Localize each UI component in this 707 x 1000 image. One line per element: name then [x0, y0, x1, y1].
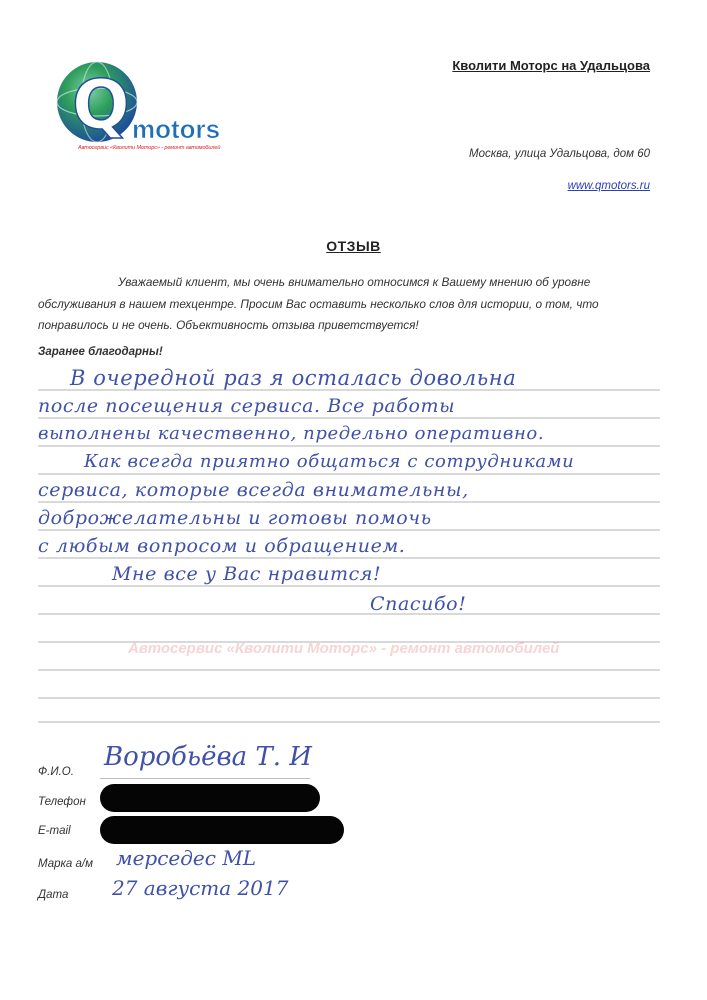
review-line: Как всегда приятно общаться с сотрудниками: [84, 451, 575, 472]
date-value: 27 августа 2017: [112, 876, 289, 900]
date-label: Дата: [38, 889, 69, 901]
thanks-note: Заранее благодарны!: [38, 346, 163, 358]
svg-text:Q: Q: [72, 66, 130, 145]
review-line: сервиса, которые всегда внимательны,: [38, 479, 469, 501]
fio-underline: [100, 778, 310, 779]
logo-wordmark: motors: [132, 114, 221, 144]
company-address: Москва, улица Удальцова, дом 60: [469, 148, 650, 160]
review-line: после посещения сервиса. Все работы: [38, 395, 456, 417]
intro-paragraph: Уважаемый клиент, мы очень внимательно относимся к Вашему мнению об уровне обслуживания в нашем техцентре. Просим Вас оставить несколько слов для истории, о том, что понравилось и не очень. Объективность отзыва приветствуется!: [38, 275, 599, 332]
review-line: доброжелательны и готовы помочь: [38, 507, 432, 529]
website-link[interactable]: www.qmotors.ru: [567, 180, 650, 192]
logo-tagline: Автосервис «Кволити Моторс» - ремонт автомобилей: [78, 145, 221, 151]
review-line: с любым вопросом и обращением.: [38, 535, 406, 557]
phone-label: Телефон: [38, 796, 86, 808]
email-label: E-mail: [38, 825, 71, 837]
car-label: Марка а/м: [38, 858, 93, 870]
page-title: ОТЗЫВ: [326, 238, 381, 254]
company-name: Кволити Моторс на Удальцова: [452, 58, 650, 73]
review-writing-area: [38, 362, 660, 732]
car-value: мерседес МL: [116, 846, 257, 870]
review-line: В очередной раз я осталась довольна: [70, 366, 517, 390]
phone-redacted: [100, 784, 320, 812]
review-line: выполнены качественно, предельно оперативно.: [38, 423, 545, 444]
email-redacted: [100, 816, 344, 844]
fio-label: Ф.И.О.: [38, 766, 74, 778]
review-line: Мне все у Вас нравится!: [112, 563, 382, 585]
watermark-stamp: Автосервис «Кволити Моторс» - ремонт автомобилей: [128, 640, 560, 657]
review-line: Спасибо!: [370, 593, 467, 615]
fio-value: Воробьёва Т. И: [104, 742, 312, 772]
